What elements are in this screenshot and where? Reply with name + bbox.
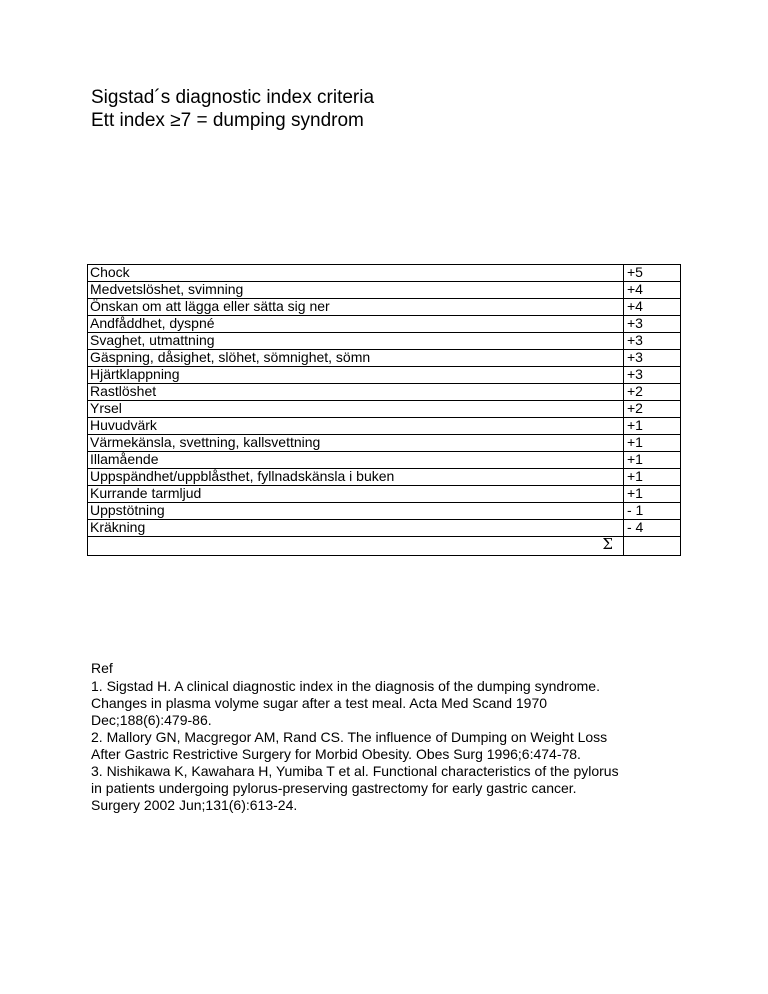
criterion-score: +1 bbox=[624, 452, 681, 469]
criterion-label: Gäspning, dåsighet, slöhet, sömnighet, sömn bbox=[88, 350, 624, 367]
reference-line: Changes in plasma volyme sugar after a test meal. Acta Med Scand 1970 bbox=[91, 695, 548, 711]
criterion-label: Svaghet, utmattning bbox=[88, 333, 624, 350]
reference-line: Surgery 2002 Jun;131(6):613-24. bbox=[91, 797, 298, 813]
criterion-score: +2 bbox=[624, 401, 681, 418]
criterion-score: - 1 bbox=[624, 503, 681, 520]
criterion-label: Uppstötning bbox=[88, 503, 624, 520]
table-row bbox=[88, 435, 681, 452]
table-row bbox=[88, 503, 681, 520]
table-row bbox=[88, 265, 681, 282]
criterion-score: +3 bbox=[624, 316, 681, 333]
table-row bbox=[88, 384, 681, 401]
criterion-score: +1 bbox=[624, 486, 681, 503]
criterion-label: Chock bbox=[88, 265, 624, 282]
sum-value-cell bbox=[624, 537, 681, 556]
table-row bbox=[88, 486, 681, 503]
reference-line: 1. Sigstad H. A clinical diagnostic index in the diagnosis of the dumping syndrome. bbox=[91, 678, 600, 694]
table-row bbox=[88, 401, 681, 418]
document-title bbox=[91, 86, 374, 132]
criterion-label: Önskan om att lägga eller sätta sig ner bbox=[88, 299, 624, 316]
criterion-score: +1 bbox=[624, 435, 681, 452]
criterion-score: +3 bbox=[624, 333, 681, 350]
sum-symbol: Σ bbox=[88, 537, 624, 556]
table-row bbox=[88, 282, 681, 299]
criterion-score: +2 bbox=[624, 384, 681, 401]
table-row bbox=[88, 350, 681, 367]
criterion-label: Yrsel bbox=[88, 401, 624, 418]
criterion-label: Huvudvärk bbox=[88, 418, 624, 435]
sigstad-score-table bbox=[87, 264, 681, 556]
criterion-label: Hjärtklappning bbox=[88, 367, 624, 384]
table-row bbox=[88, 469, 681, 486]
criterion-score: +1 bbox=[624, 418, 681, 435]
score-table-body bbox=[88, 265, 681, 556]
title-line-2: Ett index ≥7 = dumping syndrom bbox=[91, 110, 364, 131]
criterion-score: +3 bbox=[624, 350, 681, 367]
title-line-1: Sigstad´s diagnostic index criteria bbox=[91, 87, 375, 108]
criterion-score: - 4 bbox=[624, 520, 681, 537]
table-row bbox=[88, 520, 681, 537]
criterion-label: Kurrande tarmljud bbox=[88, 486, 624, 503]
references-heading: Ref bbox=[91, 660, 113, 676]
table-row bbox=[88, 418, 681, 435]
reference-line: 2. Mallory GN, Macgregor AM, Rand CS. The influence of Dumping on Weight Loss bbox=[91, 729, 608, 745]
criterion-label: Illamående bbox=[88, 452, 624, 469]
criterion-score: +4 bbox=[624, 299, 681, 316]
criterion-score: +5 bbox=[624, 265, 681, 282]
criterion-score: +3 bbox=[624, 367, 681, 384]
criterion-score: +1 bbox=[624, 469, 681, 486]
reference-line: After Gastric Restrictive Surgery for Morbid Obesity. Obes Surg 1996;6:474-78. bbox=[91, 746, 581, 762]
reference-line: in patients undergoing pylorus-preserving gastrectomy for early gastric cancer. bbox=[91, 780, 577, 796]
table-row bbox=[88, 367, 681, 384]
reference-line: 3. Nishikawa K, Kawahara H, Yumiba T et al. Functional characteristics of the pylorus bbox=[91, 763, 619, 779]
criterion-label: Andfåddhet, dyspné bbox=[88, 316, 624, 333]
criterion-label: Rastlöshet bbox=[88, 384, 624, 401]
table-row bbox=[88, 452, 681, 469]
table-row bbox=[88, 333, 681, 350]
reference-line: Dec;188(6):479-86. bbox=[91, 712, 212, 728]
references-section bbox=[91, 660, 701, 814]
criterion-label: Medvetslöshet, svimning bbox=[88, 282, 624, 299]
criterion-label: Kräkning bbox=[88, 520, 624, 537]
criterion-label: Värmekänsla, svettning, kallsvettning bbox=[88, 435, 624, 452]
table-row bbox=[88, 299, 681, 316]
criterion-score: +4 bbox=[624, 282, 681, 299]
sum-row bbox=[88, 537, 681, 556]
table-row bbox=[88, 316, 681, 333]
criterion-label: Uppspändhet/uppblåsthet, fyllnadskänsla i buken bbox=[88, 469, 624, 486]
